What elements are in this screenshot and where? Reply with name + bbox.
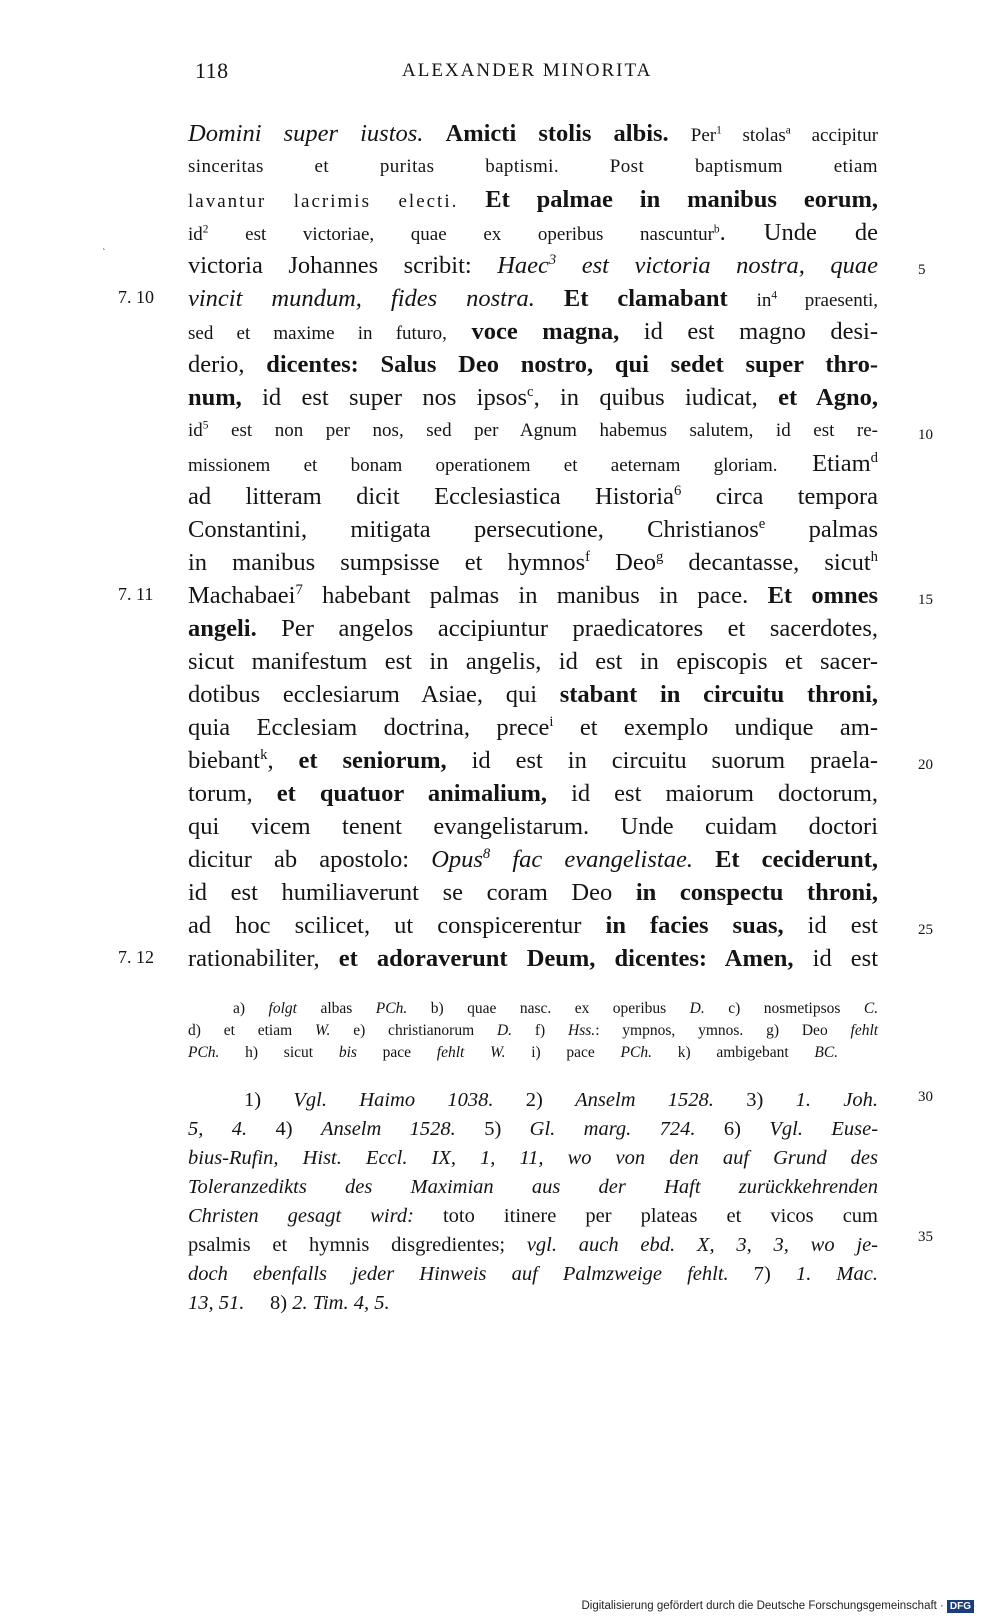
text-line: in manibus sumpsisse et hymnos$^f$ Deo$^g$ decantasse, sicut$^h$ (188, 548, 879, 576)
text-line: sinceritas et puritas baptismi. Post baptismum etiam (188, 156, 878, 177)
text-line: biebant$^k$, et seniorum, id est in circuitu suorum praela- (188, 746, 878, 774)
text-line: victoria Johannes scribit: Haec$^3$ est victoria nostra, quae (188, 251, 879, 279)
text-line: derio, dicentes: Salus Deo nostro, qui sedet super thro- (188, 351, 878, 378)
margin-tick: ˻ (102, 236, 106, 250)
text-line: ad litteram dicit Ecclesiastica Historia$^6$ circa tempora (188, 482, 879, 510)
text-line: missionem et bonam operationem et aeternam gloriam. Etiam$^d$ (188, 449, 878, 477)
text-line: vincit mundum, fides nostra. Et clamabant $in^4$ praesenti, (188, 285, 879, 312)
text-line: sed et maxime in futuro, voce magna, id est magno desi- (188, 318, 879, 345)
line-number: 20 (918, 757, 933, 773)
text-line: sicut manifestum est in angelis, id est in episcopis et sacer- (188, 648, 878, 675)
text-line: angeli. Per angelos accipiuntur praedicatores et sacerdotes, (188, 615, 878, 642)
line-number: 5 (918, 262, 926, 278)
verse-marker: 7. 12 (118, 947, 154, 967)
text-line: ad hoc scilicet, ut conspicerentur in facies suas, id est (188, 912, 878, 939)
text-line: Constantini, mitigata persecutione, Christianos$^e$ palmas (188, 515, 878, 543)
line-number: 35 (918, 1229, 933, 1245)
source-line: 5, 4. 4) Anselm 1528. 5) Gl. marg. 724. 6) Vgl. Euse- (188, 1118, 879, 1140)
line-number: 10 (918, 427, 933, 443)
text-line: lavantur lacrimis electi. Et palmae in manibus eorum, (188, 186, 879, 213)
text-line: dicitur ab apostolo: Opus$^8$ fac evangelistae. Et ceciderunt, (188, 845, 878, 873)
source-line: doch ebenfalls jeder Hinweis auf Palmzweige fehlt. 7) 1. Mac. (188, 1263, 878, 1285)
apparatus-line: PCh. h) sicut bis pace fehlt W. i) pace PCh. k) ambigebant BC. (188, 1044, 839, 1061)
text-line: $id^5$ est non per nos, sed per Agnum habemus salutem, id est re- (188, 419, 878, 441)
text-line: torum, et quatuor animalium, id est maiorum doctorum, (188, 780, 879, 807)
text-line: Machabaei$^7$ habebant palmas in manibus in pace. Et omnes (188, 581, 879, 609)
source-line: Toleranzedikts des Maximian aus der Haft zurückkehrenden (188, 1176, 878, 1198)
source-line: Christen gesagt wird: toto itinere per plateas et vicos cum (188, 1205, 879, 1227)
text-line: Domini super iustos. Amicti stolis albis. Per$^1$ stolas$^a$ accipitur (188, 120, 879, 147)
verse-marker: 7. 11 (118, 584, 154, 604)
text-line: id est humiliaverunt se coram Deo in conspectu throni, (188, 879, 879, 906)
text-line: num, id est super nos ipsos$^c$, in quibus iudicat, et Agno, (188, 383, 878, 411)
line-number: 15 (918, 592, 933, 608)
apparatus-line: d) et etiam W. e) christianorum D. f) Hss.: ympnos, ymnos. g) Deo fehlt (188, 1022, 879, 1039)
text-line: dotibus ecclesiarum Asiae, qui stabant in circuitu throni, (188, 681, 879, 708)
dfg-logo: DFG (947, 1600, 974, 1613)
verse-marker: 7. 10 (118, 287, 154, 307)
source-line: bius-Rufin, Hist. Eccl. IX, 1, 11, wo von den auf Grund des (188, 1147, 878, 1169)
text-line: $id^2$ est victoriae, quae ex operibus nascuntur$^b$. Unde de (188, 219, 879, 246)
line-number: 30 (918, 1089, 933, 1105)
digitization-credit: Digitalisierung gefördert durch die Deutsche Forschungsgemeinschaft · DFG (581, 1600, 974, 1613)
source-line: 1) Vgl. Haimo 1038. 2) Anselm 1528. 3) 1. Joh. (244, 1089, 879, 1111)
text-line: qui vicem tenent evangelistarum. Unde cuidam doctori (188, 813, 878, 840)
apparatus-line: a) folgt albas PCh. b) quae nasc. ex operibus D. c) nosmetipsos C. (233, 1000, 879, 1017)
page-number: 118 (195, 58, 229, 83)
source-line: psalmis et hymnis disgredientes; vgl. auch ebd. X, 3, 3, wo je- (188, 1234, 879, 1256)
source-line: 13, 51. 8) 2. Tim. 4, 5. (188, 1292, 390, 1314)
line-number: 25 (918, 922, 933, 938)
text-line: quia Ecclesiam doctrina, prece$^i$ et exemplo undique am- (188, 713, 878, 741)
text-line: rationabiliter, et adoraverunt Deum, dicentes: Amen, id est (188, 945, 879, 972)
running-title: ALEXANDER MINORITA (402, 60, 653, 81)
